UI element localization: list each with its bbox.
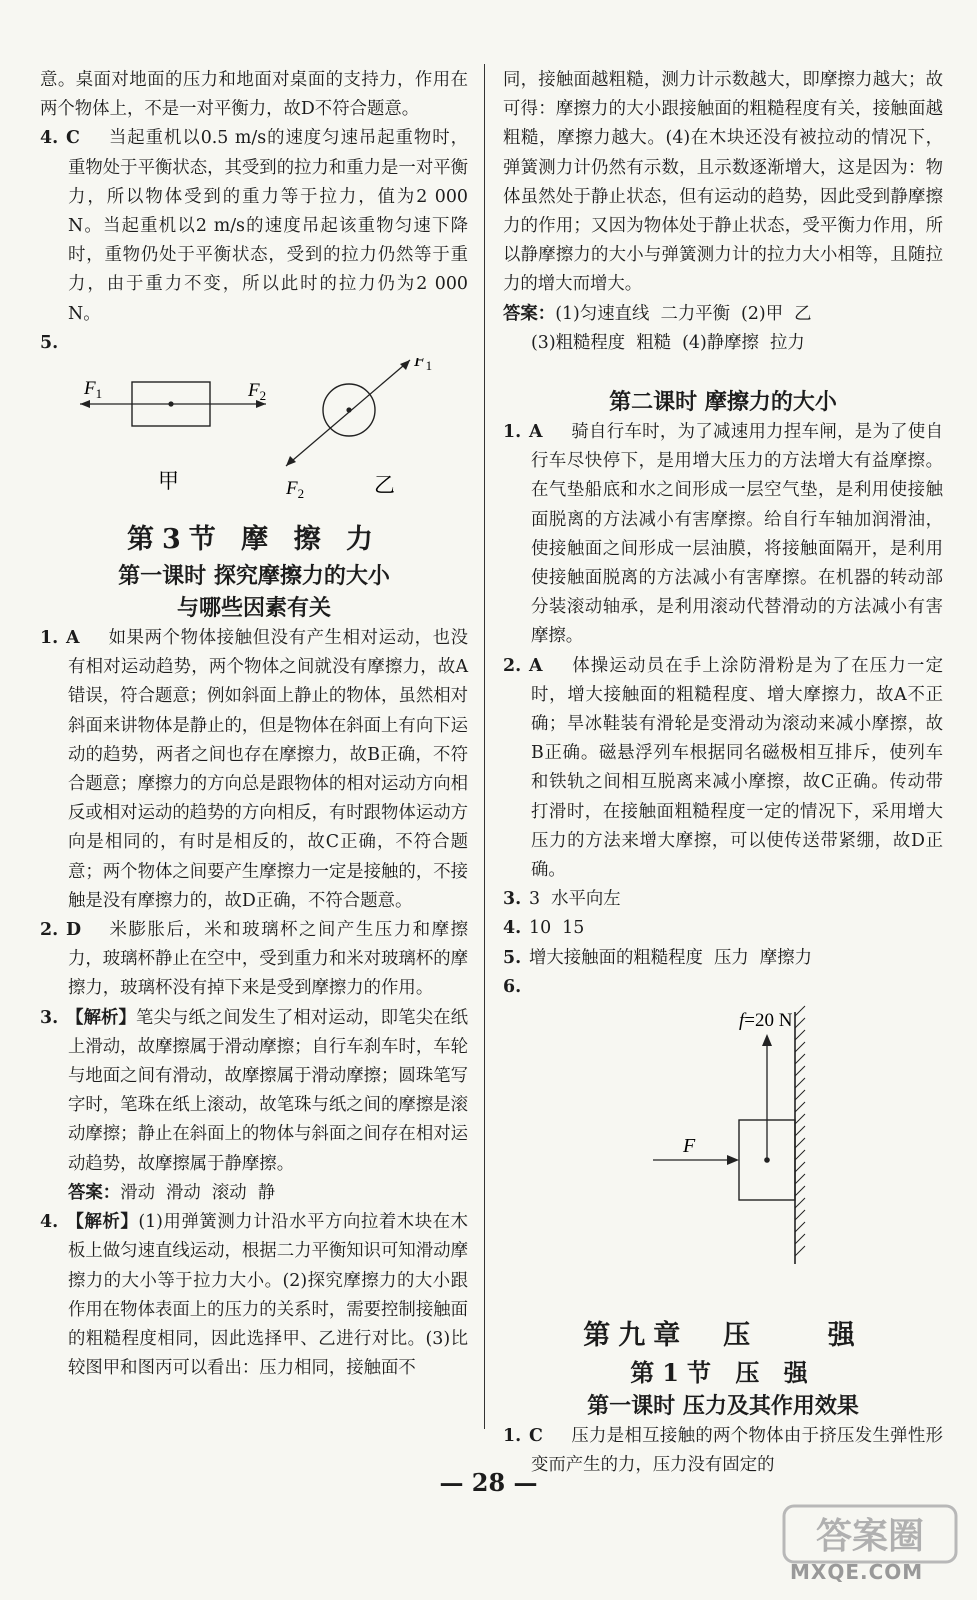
answer-letter: A	[529, 422, 543, 443]
question-5	[40, 329, 468, 358]
force-line-yi	[286, 360, 410, 466]
answer-label: 答案：	[68, 1182, 121, 1203]
chapter-section-title: 第1节 压 强	[630, 1358, 816, 1388]
intro-paragraph: 意。桌面对地面的压力和地面对桌面的支持力，作用在两个物体上，不是一对平衡力，故D不符合题意。	[40, 70, 468, 120]
chapter-lesson-title: 第一课时 压力及其作用效果	[587, 1393, 859, 1420]
question-text: 10 15	[529, 918, 585, 939]
question-text: 体操运动员在手上涂防滑粉是为了在压力一定时，增大接触面的粗糙程度、增大摩擦力，故A不正确；旱冰鞋装有滑轮是变滑动为滚动来减小摩擦，故B正确。磁悬浮列车根据同名磁极相互排斥，使列车和铁轨之间相互脱离来减小摩擦，故C正确。传动带打滑时，在接触面粗糙程度一定的情况下，采用增大压力的方法来增大摩擦，可以使传送带紧绷，故D正确。	[531, 655, 943, 881]
arrowhead-up	[400, 360, 410, 370]
right-column	[503, 66, 943, 1481]
answer-block	[503, 300, 943, 358]
label-yi: 乙	[374, 473, 395, 498]
lesson2-question-3	[503, 885, 943, 914]
analysis-tag: 【解析】	[66, 1212, 139, 1233]
question-number: 4.	[40, 128, 59, 149]
answer-letter: A	[529, 655, 543, 676]
lesson1-question-4	[40, 1208, 468, 1383]
center-dot	[346, 407, 351, 412]
question-number: 5.	[40, 332, 59, 353]
lesson-title-line1: 第一课时 探究摩擦力的大小	[118, 563, 390, 590]
lesson1-question-3-answer	[40, 1179, 468, 1208]
arrowhead-down	[286, 456, 296, 466]
question-number: 5.	[503, 947, 522, 968]
lesson1-question-1	[40, 624, 468, 916]
question-number: 1.	[503, 422, 522, 443]
question-number: 4.	[40, 1212, 59, 1233]
column-divider	[484, 64, 485, 1429]
question-4	[40, 124, 468, 328]
lesson2-question-4	[503, 914, 943, 943]
answer-letter: C	[66, 128, 80, 149]
applied-force-label: F	[683, 1135, 696, 1158]
question-number: 2.	[40, 920, 59, 941]
force-label-f2: $F_2$	[286, 478, 305, 502]
force-label-f1: $F_1$	[84, 378, 103, 402]
page-number: — 28 —	[439, 1468, 538, 1497]
force-label-f2: $F_2$	[248, 380, 267, 404]
friction-wall-figure	[503, 1002, 943, 1272]
logo-text: MXQE.COM	[790, 1560, 924, 1584]
question-number: 2.	[503, 655, 522, 676]
arrowhead-left	[80, 400, 90, 408]
arrowhead-up	[762, 1034, 772, 1046]
friction-wall-diagram	[503, 1002, 943, 1272]
question-number: 6.	[503, 976, 522, 997]
question-text: (1)用弹簧测力计沿水平方向拉着木块在木板上做匀速直线运动，根据二力平衡知识可知滑动摩擦力的大小等于拉力大小。(2)探究摩擦力的大小跟作用在物体表面上的压力的关系时，需要控制接触面的粗糙程度相同，因此选择甲、乙进行对比。(3)比较图甲和图丙可以看出：压力相同，接触面不	[68, 1212, 468, 1379]
wall-hatching	[795, 1006, 805, 1256]
friction-label: f=20 N	[739, 1010, 793, 1032]
question-text: 当起重机以0.5 m/s的速度匀速吊起重物时，重物处于平衡状态，其受到的拉力和重力是一对平衡力，所以物体受到的重力等于拉力，值为2 000 N。当起重机以2 m/s的速度吊起该重物匀速下降时，重物仍处于平衡状态，受到的拉力仍然等于重力，由于重力不变，所以此时的拉力仍为2 000 N。	[68, 128, 468, 324]
question-text: 笔尖与纸之间发生了相对运动，即笔尖在纸上滑动，故摩擦属于滑动摩擦；自行车刹车时，车轮与地面之间有滑动，故摩擦属于滑动摩擦；圆珠笔写字时，笔珠在纸上滚动，故笔珠与纸之间的摩擦是滚动摩擦；静止在斜面上的物体与斜面之间存在相对运动趋势，故摩擦属于静摩擦。	[68, 1007, 468, 1174]
answer-line-1: (1)匀速直线 二力平衡 (2)甲 乙	[555, 303, 812, 324]
answer-text: 滑动 滑动 滚动 静	[120, 1182, 276, 1203]
lesson2-title: 第二课时 摩擦力的大小	[609, 389, 837, 416]
label-jia: 甲	[158, 469, 179, 494]
arrowhead-right	[727, 1155, 739, 1165]
question-number: 1.	[40, 628, 59, 649]
question-number: 3.	[40, 1007, 59, 1028]
logo-chars: 答案圈	[815, 1516, 925, 1557]
answer-label: 答案：	[503, 303, 556, 324]
force-diagram	[40, 358, 468, 506]
analysis-tag: 【解析】	[66, 1007, 136, 1028]
section-title: 第3节 摩 擦 力	[127, 524, 381, 556]
question-text: 3 水平向左	[529, 889, 621, 910]
continuation-paragraph: 同，接触面越粗糙，测力计示数越大，即摩擦力越大；故可得：摩擦力的大小跟接触面的粗糙程度有关，接触面越粗糙，摩擦力越大。(4)在木块还没有被拉动的情况下，弹簧测力计仍然有示数，且示数逐渐增大，这是因为：物体虽然处于静止状态，但有运动的趋势，因此受到静摩擦力的作用；又因为物体处于静止状态，受平衡力作用，所以静摩擦力的大小与弹簧测力计的拉力大小相等，且随拉力的增大而增大。	[503, 70, 943, 295]
chapter-title: 第九章 压 强	[583, 1320, 863, 1352]
force-diagram-figure	[40, 358, 468, 506]
answer-letter: A	[66, 628, 80, 649]
lesson-title-line2: 与哪些因素有关	[176, 595, 331, 622]
lesson2-question-1	[503, 418, 943, 652]
answer-letter: C	[529, 1426, 543, 1447]
answer-line-2: (3)粗糙程度 粗糙 (4)静摩擦 拉力	[531, 332, 805, 353]
question-text: 如果两个物体接触但没有产生相对运动，也没有相对运动趋势，两个物体之间就没有摩擦力，故A错误，符合题意；例如斜面上静止的物体，虽然相对斜面来讲物体是静止的，但是物体在斜面上有向下运动的趋势，两者之间也存在摩擦力，故B正确，不符合题意；摩擦力的方向总是跟物体的相对运动方向相反或相对运动的趋势的方向相反，有时跟物体运动方向是相同的，有时是相反的，故C正确，不符合题意；两个物体之间要产生摩擦力一定是接触的，不接触是没有摩擦力的，故D正确，不符合题意。	[68, 628, 468, 911]
center-dot	[168, 401, 173, 406]
lesson2-question-6	[503, 973, 943, 1002]
question-number: 4.	[503, 918, 522, 939]
answer-letter: D	[66, 920, 82, 941]
question-text: 增大接触面的粗糙程度 压力 摩擦力	[529, 947, 812, 968]
question-text: 骑自行车时，为了减速用力捏车闸，是为了使自行车尽快停下，是用增大压力的方法增大有益摩擦。在气垫船底和水之间形成一层空气垫，是利用使接触面脱离的方法减小有害摩擦。给自行车轴加润滑油，使接触面之间形成一层油膜，将接触面隔开，是利用使接触面脱离的方法减小有害摩擦。在机器的转动部分装滚动轴承，是利用滚动代替滑动的方法减小有害摩擦。	[531, 422, 943, 647]
question-text: 米膨胀后，米和玻璃杯之间产生压力和摩擦力，玻璃杯静止在空中，受到重力和米对玻璃杯的摩擦力，玻璃杯没有掉下来是受到摩擦力的作用。	[68, 920, 468, 999]
question-number: 1.	[503, 1426, 522, 1447]
question-number: 3.	[503, 889, 522, 910]
lesson2-question-2	[503, 652, 943, 886]
force-label-f1: $F_1$	[414, 358, 433, 374]
left-column	[40, 66, 468, 1383]
lesson1-question-3	[40, 1004, 468, 1179]
question-text: 压力是相互接触的两个物体由于挤压发生弹性形变而产生的力，压力没有固定的	[531, 1426, 943, 1476]
lesson2-question-5	[503, 944, 943, 973]
lesson1-question-2	[40, 916, 468, 1004]
